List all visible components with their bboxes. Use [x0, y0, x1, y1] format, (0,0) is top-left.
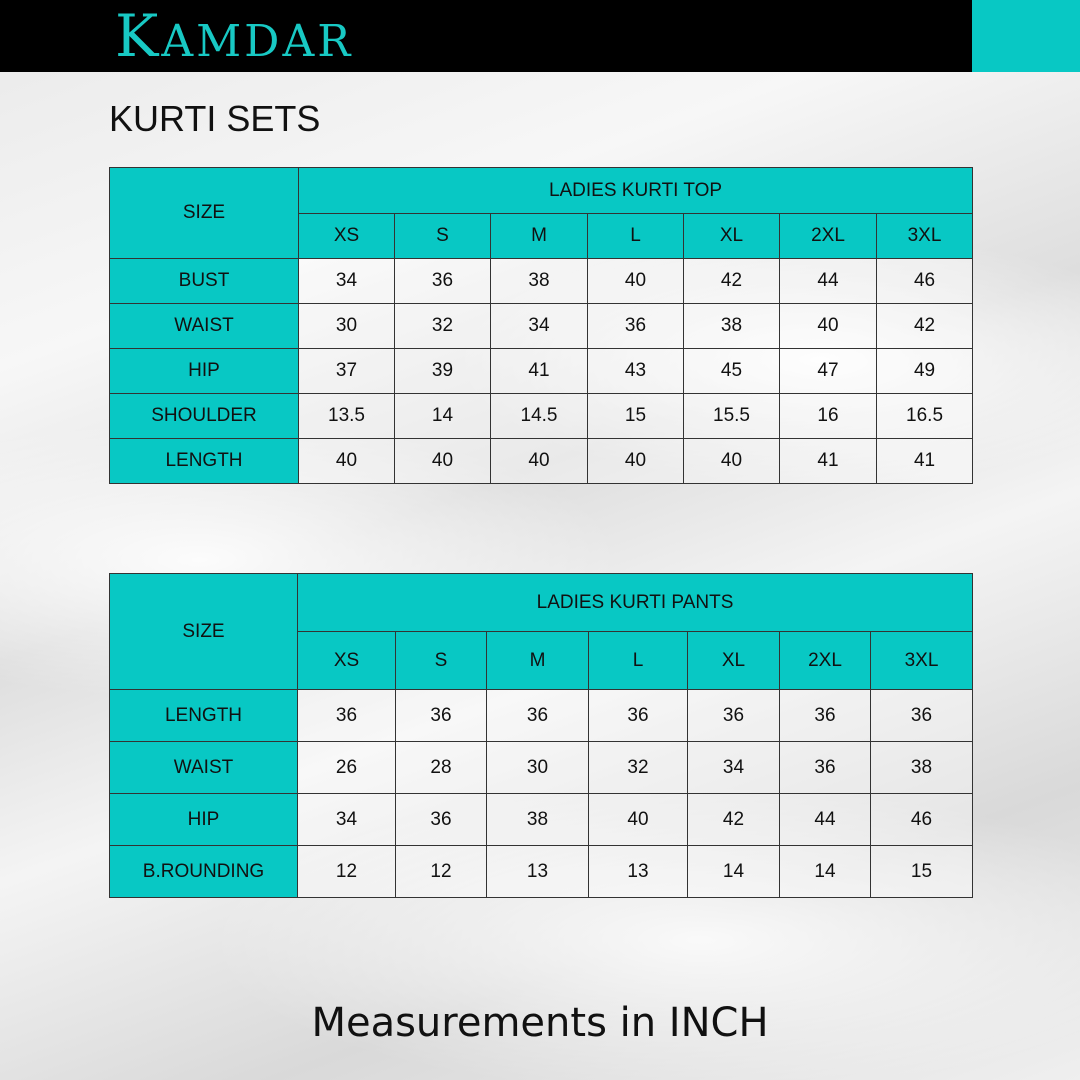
- size-column-header: 3XL: [871, 632, 973, 690]
- measurement-cell: 39: [395, 349, 491, 394]
- measurement-cell: 42: [877, 304, 973, 349]
- measurement-cell: 12: [396, 846, 487, 898]
- size-column-header: XL: [688, 632, 780, 690]
- measurement-cell: 44: [780, 259, 877, 304]
- measurement-cell: 14: [395, 394, 491, 439]
- measurement-cell: 34: [298, 794, 396, 846]
- size-column-header: XS: [299, 214, 395, 259]
- measurement-cell: 43: [588, 349, 684, 394]
- measurement-cell: 12: [298, 846, 396, 898]
- measurement-cell: 13: [589, 846, 688, 898]
- size-column-header: S: [396, 632, 487, 690]
- size-header: SIZE: [110, 168, 299, 259]
- measurement-cell: 45: [684, 349, 780, 394]
- brand-logo: KAMDAR: [115, 2, 354, 70]
- measurement-cell: 42: [688, 794, 780, 846]
- size-column-header: M: [491, 214, 588, 259]
- table-row: [110, 349, 973, 394]
- size-column-header: 2XL: [780, 214, 877, 259]
- measurement-cell: 14: [688, 846, 780, 898]
- kurti-pants-size-table: [109, 573, 973, 898]
- measurement-cell: 40: [588, 259, 684, 304]
- measurement-cell: 36: [588, 304, 684, 349]
- size-column-header: M: [487, 632, 589, 690]
- measurement-cell: 41: [491, 349, 588, 394]
- measurement-cell: 41: [877, 439, 973, 484]
- measurement-cell: 28: [396, 742, 487, 794]
- measurement-cell: 36: [688, 690, 780, 742]
- measurement-cell: 46: [871, 794, 973, 846]
- measurement-cell: 38: [684, 304, 780, 349]
- row-label: HIP: [110, 349, 299, 394]
- measurement-cell: 36: [396, 794, 487, 846]
- measurement-cell: 46: [877, 259, 973, 304]
- size-column-header: L: [589, 632, 688, 690]
- table-row: [110, 690, 973, 742]
- row-label: SHOULDER: [110, 394, 299, 439]
- measurement-cell: 32: [589, 742, 688, 794]
- measurement-cell: 36: [396, 690, 487, 742]
- measurement-cell: 30: [299, 304, 395, 349]
- measurement-cell: 41: [780, 439, 877, 484]
- measurement-cell: 49: [877, 349, 973, 394]
- measurement-cell: 40: [299, 439, 395, 484]
- measurement-cell: 38: [487, 794, 589, 846]
- measurement-cell: 36: [780, 690, 871, 742]
- measurement-cell: 36: [487, 690, 589, 742]
- measurement-cell: 14: [780, 846, 871, 898]
- table-row: [110, 742, 973, 794]
- measurement-cell: 37: [299, 349, 395, 394]
- measurement-cell: 38: [491, 259, 588, 304]
- size-header: SIZE: [110, 574, 298, 690]
- measurement-cell: 34: [299, 259, 395, 304]
- measurement-cell: 16: [780, 394, 877, 439]
- row-label: WAIST: [110, 304, 299, 349]
- measurement-cell: 36: [871, 690, 973, 742]
- section-title: KURTI SETS: [109, 98, 321, 139]
- size-column-header: 2XL: [780, 632, 871, 690]
- measurement-cell: 40: [589, 794, 688, 846]
- measurement-cell: 34: [688, 742, 780, 794]
- size-column-header: 3XL: [877, 214, 973, 259]
- size-column-header: S: [395, 214, 491, 259]
- measurement-cell: 15: [871, 846, 973, 898]
- table-row: [110, 394, 973, 439]
- measurement-cell: 14.5: [491, 394, 588, 439]
- measurement-cell: 32: [395, 304, 491, 349]
- table-row: [110, 259, 973, 304]
- measurement-cell: 13: [487, 846, 589, 898]
- measurement-cell: 15: [588, 394, 684, 439]
- measurement-cell: 16.5: [877, 394, 973, 439]
- table-row: [110, 846, 973, 898]
- row-label: WAIST: [110, 742, 298, 794]
- measurement-cell: 44: [780, 794, 871, 846]
- measurement-cell: 40: [491, 439, 588, 484]
- measurement-cell: 36: [298, 690, 396, 742]
- measurement-cell: 26: [298, 742, 396, 794]
- measurement-unit-note: Measurements in INCH: [311, 1000, 769, 1046]
- measurement-cell: 36: [589, 690, 688, 742]
- size-column-header: L: [588, 214, 684, 259]
- measurement-cell: 36: [780, 742, 871, 794]
- table-title: LADIES KURTI TOP: [299, 168, 973, 214]
- row-label: HIP: [110, 794, 298, 846]
- row-label: B.ROUNDING: [110, 846, 298, 898]
- measurement-cell: 42: [684, 259, 780, 304]
- table-row: [110, 794, 973, 846]
- table-title: LADIES KURTI PANTS: [298, 574, 973, 632]
- measurement-cell: 15.5: [684, 394, 780, 439]
- header-accent-block: [972, 0, 1080, 72]
- table-row: [110, 304, 973, 349]
- row-label: LENGTH: [110, 439, 299, 484]
- measurement-cell: 47: [780, 349, 877, 394]
- measurement-cell: 30: [487, 742, 589, 794]
- size-column-header: XS: [298, 632, 396, 690]
- measurement-cell: 36: [395, 259, 491, 304]
- row-label: LENGTH: [110, 690, 298, 742]
- measurement-cell: 13.5: [299, 394, 395, 439]
- measurement-cell: 40: [588, 439, 684, 484]
- measurement-cell: 40: [780, 304, 877, 349]
- kurti-top-size-table: [109, 167, 973, 484]
- size-column-header: XL: [684, 214, 780, 259]
- measurement-cell: 38: [871, 742, 973, 794]
- header-bar: [0, 0, 1080, 72]
- row-label: BUST: [110, 259, 299, 304]
- measurement-cell: 34: [491, 304, 588, 349]
- table-row: [110, 439, 973, 484]
- measurement-cell: 40: [395, 439, 491, 484]
- measurement-cell: 40: [684, 439, 780, 484]
